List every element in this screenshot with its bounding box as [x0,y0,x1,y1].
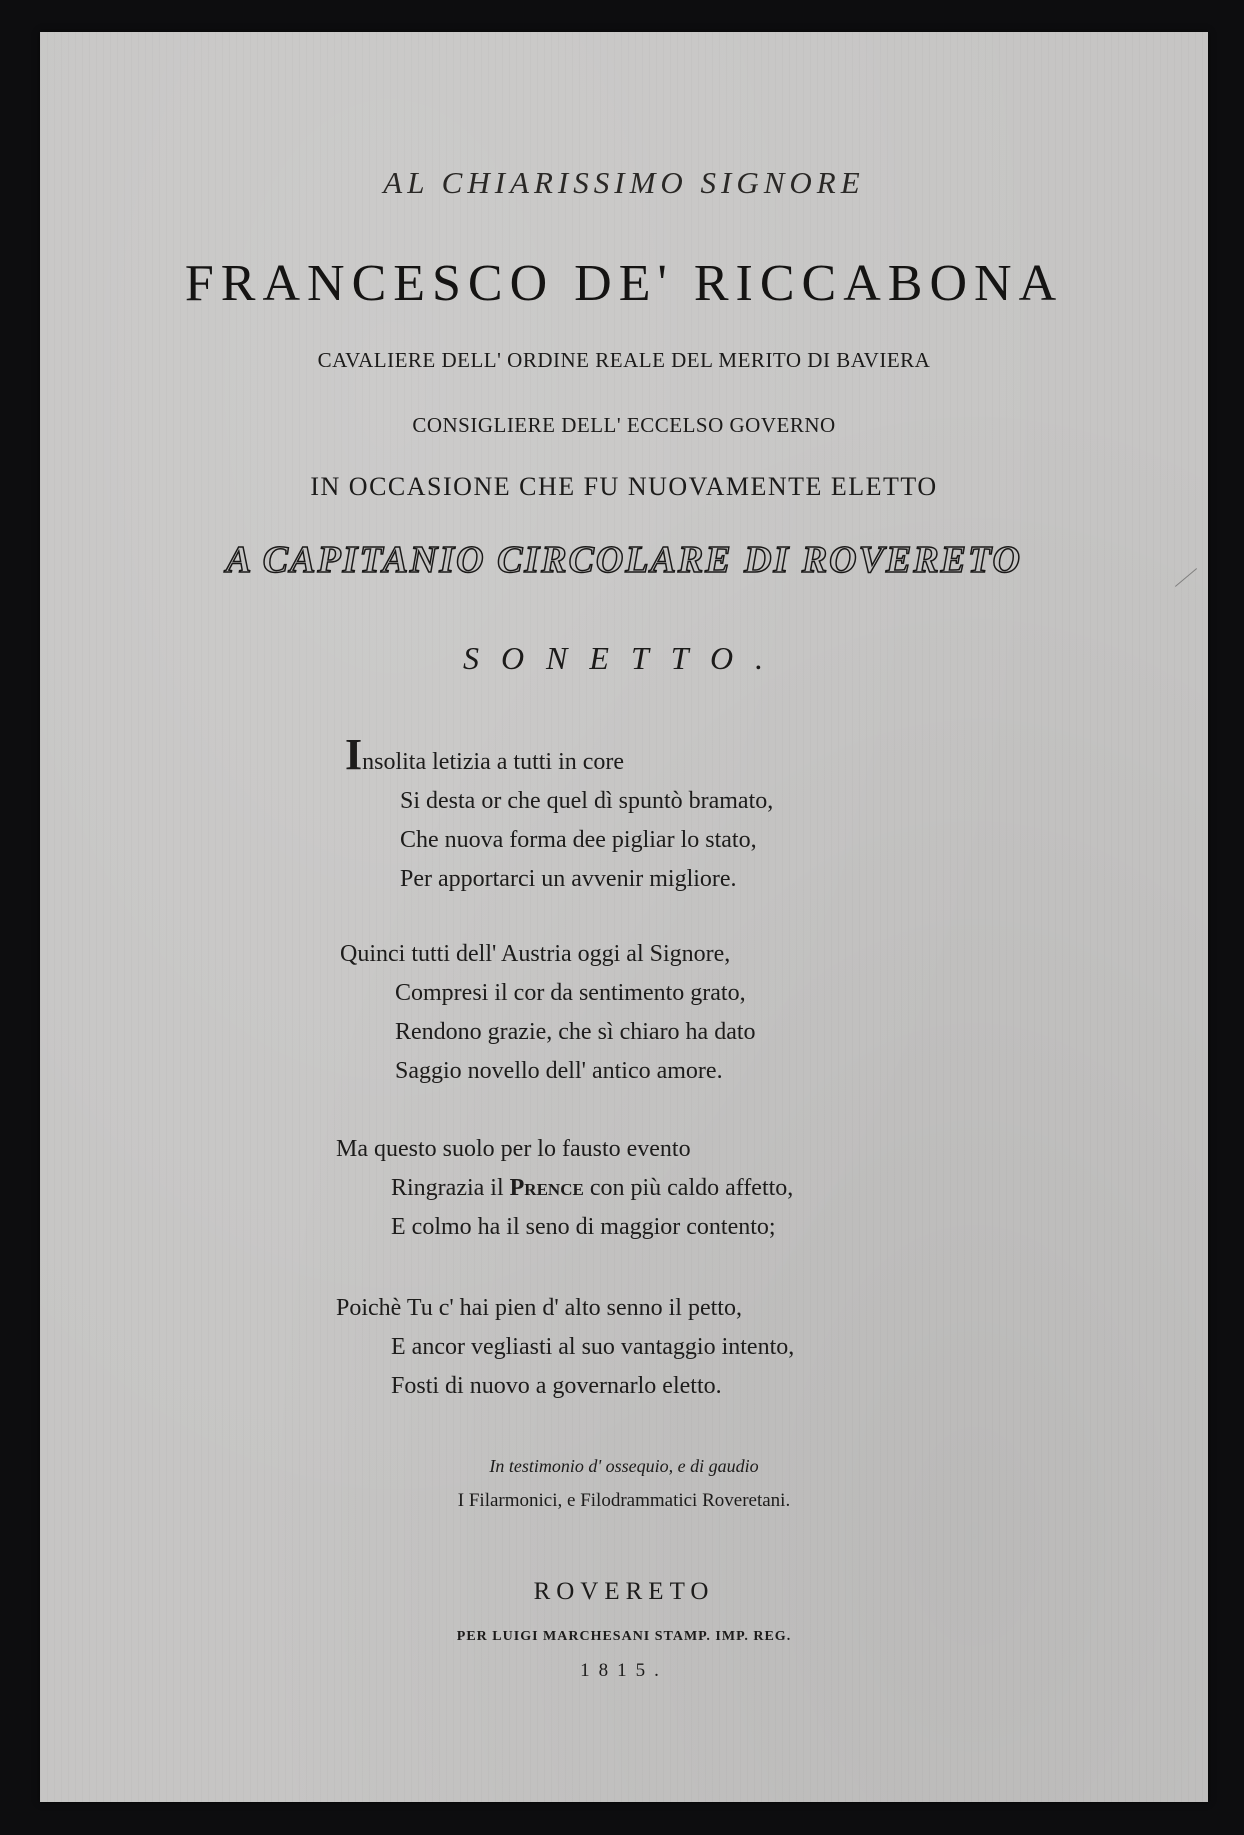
imprint-year: 1815. [580,1660,668,1681]
honoree-title-councillor: CONSIGLIERE DELL' ECCELSO GOVERNO [412,413,836,437]
imprint-printer: PER LUIGI MARCHESANI STAMP. IMP. REG. [456,1629,792,1644]
sonnet-stanza-1 [345,730,774,899]
poem-line: Fosti di nuovo a governarlo eletto. [391,1373,722,1399]
poem-line-text: nsolita letizia a tutti in core [362,749,625,775]
poem-line [345,730,773,782]
poem-line: Quinci tutti dell' Austria oggi al Signore, [340,941,731,967]
poem-line: Si desta or che quel dì spuntò bramato, [400,788,774,814]
poem-line: Compresi il cor da sentimento grato, [395,980,746,1006]
poem-line-text: con più caldo affetto, [583,1175,794,1201]
office-heading: A CAPITANIO CIRCOLARE DI ROVERETO [226,539,1022,581]
poem-line [336,1169,793,1208]
dedication-heading: AL CHIARISSIMO SIGNORE [383,165,865,200]
closing-dedication: In testimonio d' ossequio, e di gaudio [489,1456,759,1476]
genre-heading: SONETTO. [462,640,786,676]
broadside-sheet [40,32,1208,1802]
sonnet-stanza-4 [336,1289,794,1406]
poem-line: Rendono grazie, che sì chiaro ha dato [395,1019,756,1045]
poem-line: Per apportarci un avvenir migliore. [400,866,737,892]
honoree-name: FRANCESCO DE' RICCABONA [184,255,1064,312]
poem-line-text: Ringrazia il [391,1175,510,1201]
honoree-title-knight: CAVALIERE DELL' ORDINE REALE DEL MERITO DI BAVIERA [317,348,931,372]
closing-authors: I Filarmonici, e Filodrammatici Roveretani. [457,1490,791,1511]
sonnet-stanza-3 [336,1130,793,1247]
poem-line: E ancor vegliasti al suo vantaggio intento, [391,1334,795,1360]
poem-line: Poichè Tu c' hai pien d' alto senno il petto, [336,1295,742,1321]
poem-line: Che nuova forma dee pigliar lo stato, [400,827,757,853]
drop-cap: I [345,730,363,779]
sonnet-stanza-2 [340,935,756,1091]
imprint-city: ROVERETO [533,1578,715,1605]
prence-word: Prence [509,1175,584,1201]
occasion-line: IN OCCASIONE CHE FU NUOVAMENTE ELETTO [310,472,938,501]
poem-line: Saggio novello dell' antico amore. [395,1058,723,1084]
poem-line: E colmo ha il seno di maggior contento; [391,1214,776,1240]
poem-line: Ma questo suolo per lo fausto evento [336,1136,691,1162]
